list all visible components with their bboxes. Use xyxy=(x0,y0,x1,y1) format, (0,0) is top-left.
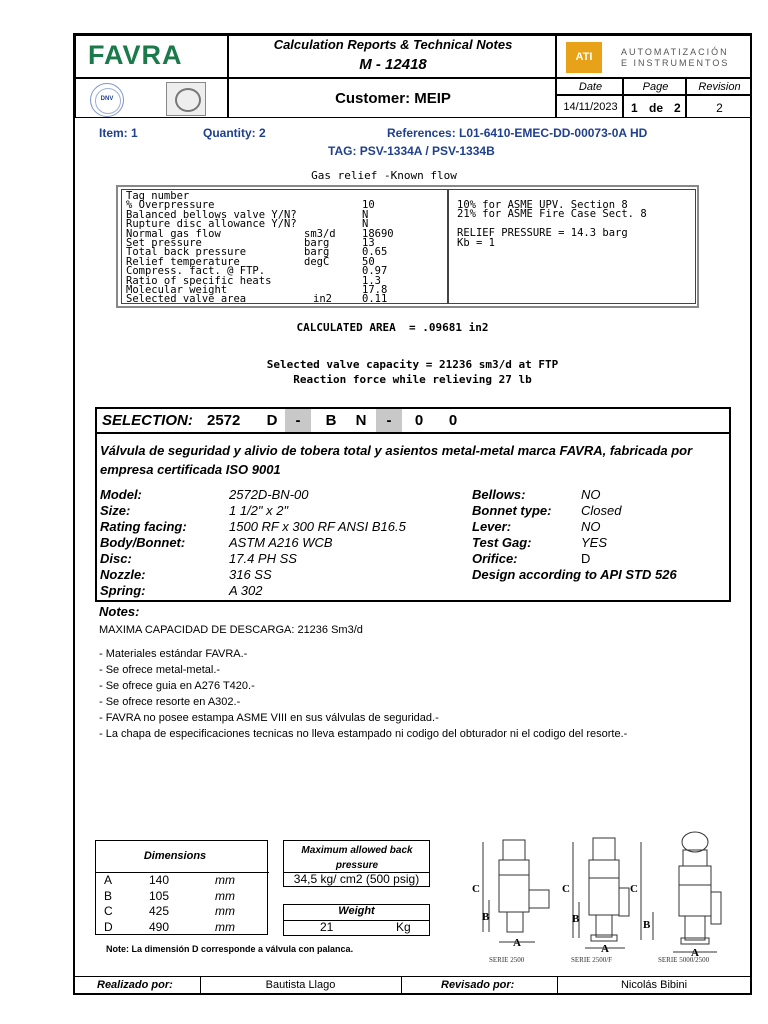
date-cell xyxy=(556,95,623,118)
calc-row-unit: in2 xyxy=(313,293,332,306)
calc-row-value: N xyxy=(362,218,369,231)
dimension-key: D xyxy=(104,919,113,934)
note-item: - Se ofrece metal-metal.- xyxy=(99,664,221,676)
spec-label: Body/Bonnet: xyxy=(100,535,186,550)
dimension-value: 105 xyxy=(149,888,170,903)
calc-row-value: N xyxy=(362,208,369,221)
date-value: 14/11/2023 xyxy=(563,101,618,113)
dimensions-table xyxy=(95,840,268,935)
spec-label: Bellows: xyxy=(472,487,526,502)
spec-value: Closed xyxy=(581,503,622,518)
calc-row-unit: barg xyxy=(304,236,330,249)
calc-row-value: 10 xyxy=(362,199,375,212)
spec-value: 1500 RF x 300 RF ANSI B16.5 xyxy=(229,519,406,534)
reviewed-by-name: Nicolás Bibini xyxy=(620,979,688,991)
caption-serie-5000: SERIE 5000/2500 xyxy=(658,956,710,964)
spec-label: Nozzle: xyxy=(100,567,146,582)
calc-result-line: 21% for ASME Fire Case Sect. 8 xyxy=(457,208,647,221)
favra-logo: FAVRA xyxy=(88,40,183,70)
spec-value: 316 SS xyxy=(229,567,272,582)
spec-label: Size: xyxy=(100,503,131,518)
spec-label: Test Gag: xyxy=(472,535,532,550)
calc-result-line: RELIEF PRESSURE = 14.3 barg xyxy=(457,227,628,240)
calc-panel xyxy=(116,185,699,308)
spec-value: NO xyxy=(581,487,601,502)
date-label-cell: Date xyxy=(556,78,623,95)
dim-letter-c-2: C xyxy=(562,883,570,895)
calc-row-label: Total back pressure xyxy=(126,246,247,259)
calc-result-line: 10% for ASME UPV. Section 8 xyxy=(457,199,628,211)
dim-letter-c-3: C xyxy=(630,883,638,895)
spec-label: Disc: xyxy=(100,551,132,566)
spec-value: 17.4 PH SS xyxy=(229,551,297,566)
ati-logo-cell xyxy=(556,35,751,78)
calc-row-value: 0.97 xyxy=(362,265,388,278)
note-item: - FAVRA no posee estampa ASME VIII en sus válvulas de seguridad.- xyxy=(99,712,439,724)
calc-input-box xyxy=(121,189,448,304)
caption-serie-2500f: SERIE 2500/F xyxy=(571,956,613,964)
caption-serie-2500: SERIE 2500 xyxy=(489,956,525,964)
item-tag: TAG: PSV-1334A / PSV-1334B xyxy=(328,144,495,158)
calc-row-label: Molecular weight xyxy=(126,283,228,296)
doc-number: M - 12418 xyxy=(359,56,427,73)
selection-code-part: 0 xyxy=(414,412,424,429)
page-label-cell: Page xyxy=(623,78,686,95)
calc-row-unit: sm3/d xyxy=(304,227,336,240)
calc-title: Gas relief -Known flow xyxy=(311,169,457,182)
dim-letter-b-2: B xyxy=(572,913,580,925)
calc-row-label: % Overpressure xyxy=(126,199,215,212)
dim-letter-b-1: B xyxy=(482,911,490,923)
spec-value: ASTM A216 WCB xyxy=(229,535,333,550)
notes-capacity: MAXIMA CAPACIDAD DE DESCARGA: 21236 Sm3/d xyxy=(99,624,363,636)
selection-row xyxy=(95,407,731,434)
spec-value: D xyxy=(581,551,591,566)
revision-value: 2 xyxy=(716,101,723,115)
reaction-force: Reaction force while relieving 27 lb xyxy=(293,373,532,386)
dim-letter-b-3: B xyxy=(643,919,651,931)
selection-code-part: - xyxy=(376,409,402,432)
weight-box xyxy=(283,904,430,936)
dim-letter-a-1: A xyxy=(513,937,521,949)
calc-row-value: 1.3 xyxy=(362,274,381,287)
calc-row-value: 17.8 xyxy=(362,283,388,296)
calc-row-label: Normal gas flow xyxy=(126,227,221,240)
page-number: 1 xyxy=(631,101,638,115)
calc-row-value: 13 xyxy=(362,236,375,249)
back-pressure-title: Maximum allowed back pressure xyxy=(301,845,413,871)
dimension-value: 140 xyxy=(149,873,170,887)
spec-value: NO xyxy=(581,519,601,534)
calc-row-label: Balanced bellows valve Y/N? xyxy=(126,208,297,221)
calc-row-unit: barg xyxy=(304,246,330,259)
dimension-key: C xyxy=(104,904,113,918)
calc-row-label: Ratio of specific heats xyxy=(126,274,272,287)
page-cell: 1 de 2 xyxy=(623,95,686,118)
calc-row-label: Compress. fact. @ FTP. xyxy=(126,265,266,278)
selection-code-part: B xyxy=(325,412,337,429)
selection-label: SELECTION: xyxy=(102,412,193,429)
note-item: - Se ofrece guia en A276 T420.- xyxy=(99,680,255,692)
calculated-area: CALCULATED AREA = .09681 in2 xyxy=(296,321,489,334)
note-item: - Materiales estándar FAVRA.- xyxy=(99,648,248,660)
selection-code-part: N xyxy=(355,412,367,429)
weight-title: Weight xyxy=(338,905,375,917)
selection-code-part: 0 xyxy=(448,412,458,429)
valve-drawing-serie-2500f xyxy=(573,838,629,948)
calc-row-value: 0.65 xyxy=(362,246,388,259)
selection-code-part: - xyxy=(285,409,311,432)
ati-name-line1: AUTOMATIZACIÓN xyxy=(621,47,729,57)
selection-details xyxy=(95,434,731,602)
dimension-value: 425 xyxy=(149,904,170,918)
valve-drawings xyxy=(455,830,745,965)
spec-value: YES xyxy=(581,535,608,550)
back-pressure-box xyxy=(283,840,430,887)
spec-value: 2572D-BN-00 xyxy=(229,487,309,502)
dimensions-note: Note: La dimensión D corresponde a válvula con palanca. xyxy=(106,944,354,954)
cert-logos-cell xyxy=(75,78,228,118)
reviewed-by-label: Revisado por: xyxy=(441,979,515,991)
made-by-name: Bautista Llago xyxy=(265,979,336,991)
item-quantity: Quantity: 2 xyxy=(203,126,266,140)
title-cell xyxy=(228,35,556,78)
spec-label: Orifice: xyxy=(472,551,518,566)
valve-capacity: Selected valve capacity = 21236 sm3/d at FTP xyxy=(266,358,559,371)
notes-title: Notes: xyxy=(99,604,140,619)
calc-row-value: 50 xyxy=(362,255,375,268)
revision-label-cell: Revision xyxy=(686,78,751,95)
dimension-unit: mm xyxy=(215,919,235,934)
spec-label: Model: xyxy=(100,487,142,502)
note-item: - La chapa de especificaciones tecnicas no lleva estampado ni codigo del obturador ni el codigo del resorte.- xyxy=(99,728,628,740)
customer-name: Customer: MEIP xyxy=(335,90,451,107)
calc-row xyxy=(126,295,444,304)
calc-row-label: Relief temperature xyxy=(126,255,240,268)
weight-unit: Kg xyxy=(396,920,411,934)
spec-value: A 302 xyxy=(229,583,263,598)
customer-cell xyxy=(228,78,556,118)
spec-label: Lever: xyxy=(472,519,512,534)
valve-drawing-serie-5000 xyxy=(641,832,721,952)
weight-value: 21 xyxy=(320,920,334,934)
calc-row-label: Set pressure xyxy=(126,236,202,249)
dimension-key: A xyxy=(104,873,113,887)
dimension-unit: mm xyxy=(215,873,235,887)
dimensions-title: Dimensions xyxy=(143,850,207,862)
selection-code-part: D xyxy=(266,412,278,429)
iqnet-logo-icon xyxy=(166,82,206,116)
revision-cell xyxy=(686,95,751,118)
selection-code-part: 2572 xyxy=(207,412,241,429)
selection-description: Válvula de seguridad y alivio de tobera total y asientos metal-metal marca FAVRA, fabricada por empresa certificada ISO 9001 xyxy=(100,443,693,477)
note-item: - Se ofrece resorte en A302.- xyxy=(99,696,241,708)
calc-result-box xyxy=(448,189,696,304)
calc-row-value: 0.11 xyxy=(362,293,388,306)
footer-row xyxy=(75,976,751,994)
back-pressure-value: 34,5 kg/ cm2 (500 psig) xyxy=(293,872,420,886)
made-by-label: Realizado por: xyxy=(97,979,173,991)
item-number: Item: 1 xyxy=(99,126,138,140)
calc-result-line: Kb = 1 xyxy=(457,236,495,249)
spec-label: Rating facing: xyxy=(100,519,187,534)
calc-row-label: Tag number xyxy=(126,190,190,202)
spec-value: 1 1/2" x 2" xyxy=(229,503,289,518)
calc-row-label: Rupture disc allowance Y/N? xyxy=(126,218,297,231)
calc-row-unit: degC xyxy=(304,255,330,268)
dimension-value: 490 xyxy=(149,919,170,934)
dimension-key: B xyxy=(104,888,113,903)
valve-drawing-serie-2500 xyxy=(483,840,549,942)
dimension-unit: mm xyxy=(215,904,235,918)
dim-letter-c-1: C xyxy=(472,883,480,895)
design-note: Design according to API STD 526 xyxy=(472,567,677,582)
dim-letter-a-3: A xyxy=(691,947,699,959)
dimension-unit: mm xyxy=(215,888,235,903)
favra-logo-cell xyxy=(75,35,228,78)
calc-row-value: 18690 xyxy=(362,227,394,240)
doc-title: Calculation Reports & Technical Notes xyxy=(273,37,513,52)
page-total: 2 xyxy=(674,101,681,115)
calc-row-label: Selected valve area xyxy=(126,293,247,306)
ati-logo-icon: ATI xyxy=(566,42,602,73)
dnv-seal-icon: DNV xyxy=(90,83,124,117)
ati-name-line2: E INSTRUMENTOS xyxy=(621,58,730,68)
dim-letter-a-2: A xyxy=(601,943,609,955)
spec-label: Spring: xyxy=(100,583,146,598)
item-references: References: L01-6410-EMEC-DD-00073-0A HD xyxy=(387,126,648,140)
spec-label: Bonnet type: xyxy=(472,503,552,518)
